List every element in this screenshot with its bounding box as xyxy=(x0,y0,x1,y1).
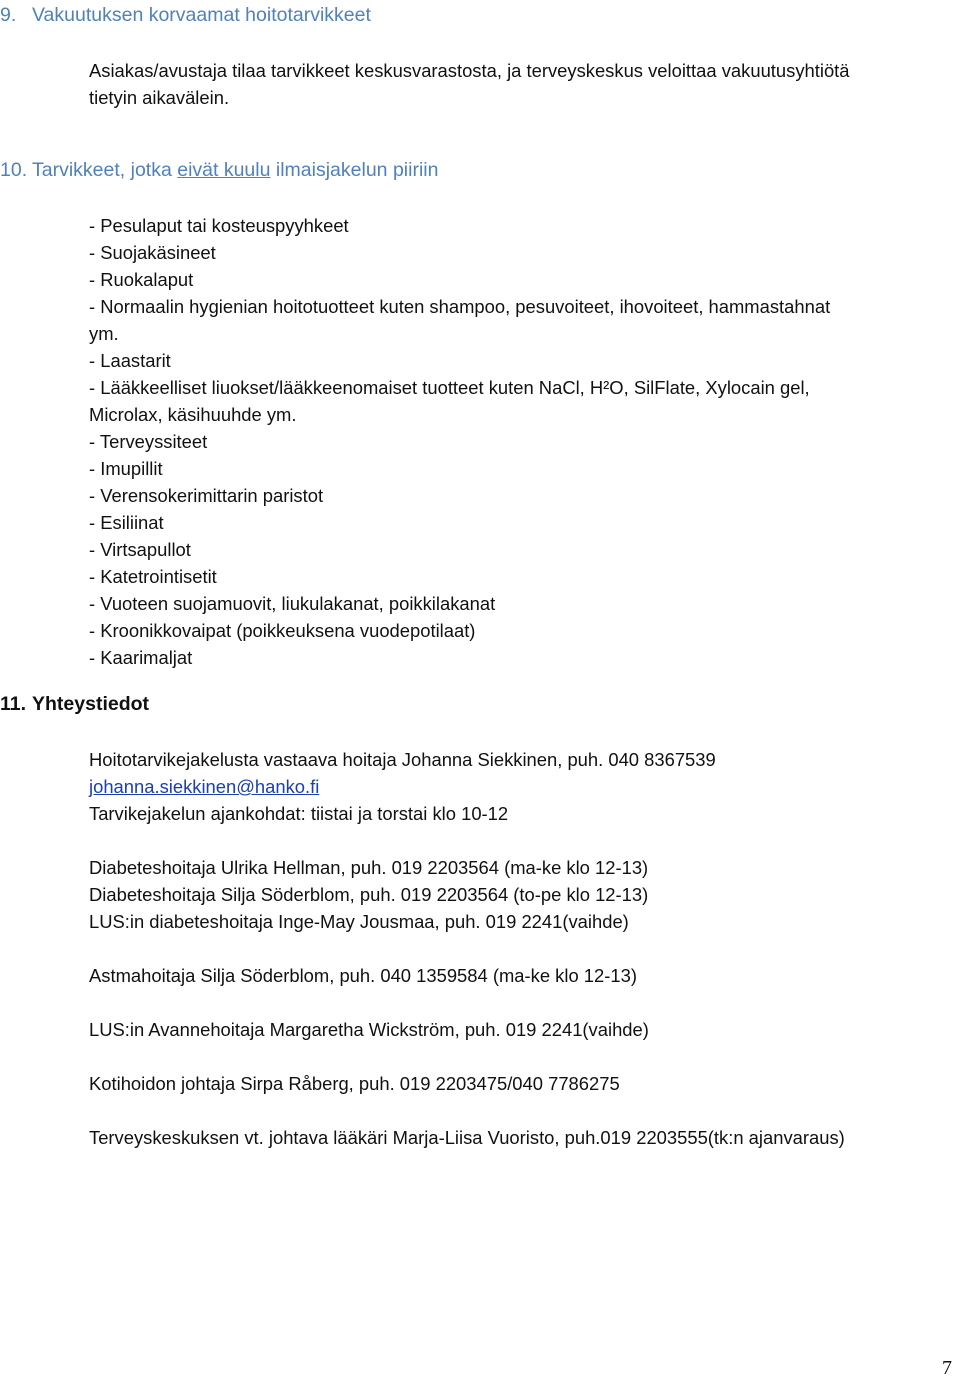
section-11-title: Yhteystiedot xyxy=(32,693,150,715)
list-item: - Lääkkeelliset liuokset/lääkkeenomaiset tuotteet kuten NaCl, H²O, SilFlate, Xylocain gel, xyxy=(89,377,810,398)
contact-line: Hoitotarvikejakelusta vastaava hoitaja Johanna Siekkinen, puh. 040 8367539 xyxy=(89,749,716,770)
section-11-contacts xyxy=(89,746,949,827)
list-item: - Ruokalaput xyxy=(89,269,194,290)
list-item: - Imupillit xyxy=(89,458,163,479)
section-10-list xyxy=(89,212,949,671)
list-item: - Kroonikkovaipat (poikkeuksena vuodepotilaat) xyxy=(89,620,476,641)
contact-line: Diabeteshoitaja Ulrika Hellman, puh. 019 2203564 (ma-ke klo 12-13) xyxy=(89,857,649,878)
contact-line: Diabeteshoitaja Silja Söderblom, puh. 019 2203564 (to-pe klo 12-13) xyxy=(89,884,649,905)
list-item: - Normaalin hygienian hoitotuotteet kuten shampoo, pesuvoiteet, ihovoiteet, hammastahnat xyxy=(89,296,831,317)
section-9-heading xyxy=(0,2,371,29)
contact-line: LUS:in diabeteshoitaja Inge-May Jousmaa, puh. 019 2241(vaihde) xyxy=(89,911,629,932)
email-link[interactable]: johanna.siekkinen@hanko.fi xyxy=(89,776,320,797)
doctor-contact xyxy=(89,1124,949,1151)
list-item: ym. xyxy=(89,323,119,344)
list-item: - Virtsapullot xyxy=(89,539,191,560)
contact-line: LUS:in Avannehoitaja Margaretha Wickström, puh. 019 2241(vaihde) xyxy=(89,1019,649,1040)
section-10-title-end: ilmaisjakelun piiriin xyxy=(275,159,439,181)
section-9-number: 9. xyxy=(0,4,17,26)
list-item: - Esiliinat xyxy=(89,512,164,533)
section-10-heading xyxy=(0,157,438,184)
list-item: - Suojakäsineet xyxy=(89,242,216,263)
list-item: - Katetrointisetit xyxy=(89,566,217,587)
list-item: - Laastarit xyxy=(89,350,171,371)
list-item: - Vuoteen suojamuovit, liukulakanat, poikkilakanat xyxy=(89,593,496,614)
section-10-title-start: Tarvikkeet, jotka xyxy=(32,159,172,181)
section-9-title: Vakuutuksen korvaamat hoitotarvikkeet xyxy=(32,4,371,26)
section-10-number: 10. xyxy=(0,159,28,181)
schedule-line: Tarvikejakelun ajankohdat: tiistai ja torstai klo 10-12 xyxy=(89,803,509,824)
contact-line: Kotihoidon johtaja Sirpa Råberg, puh. 019 2203475/040 7786275 xyxy=(89,1073,620,1094)
section-9-body-line: Asiakas/avustaja tilaa tarvikkeet keskusvarastosta, ja terveyskeskus veloittaa vakuutusyhtiötä xyxy=(89,60,850,81)
section-9-body-line: tietyin aikavälein. xyxy=(89,87,230,108)
section-11-number: 11. xyxy=(0,693,27,715)
list-item: - Pesulaput tai kosteuspyyhkeet xyxy=(89,215,349,236)
ward-contact xyxy=(89,1016,949,1043)
list-item: Microlax, käsihuuhde ym. xyxy=(89,404,297,425)
home-care-contact xyxy=(89,1070,949,1097)
asthma-contact xyxy=(89,962,949,989)
list-item: - Terveyssiteet xyxy=(89,431,208,452)
section-9-body xyxy=(89,57,949,111)
contact-line: Terveyskeskuksen vt. johtava lääkäri Marja-Liisa Vuoristo, puh.019 2203555(tk:n ajanvaraus) xyxy=(89,1127,845,1148)
page-number: 7 xyxy=(942,1357,952,1379)
section-10-title-underlined: eivät kuulu xyxy=(177,159,271,181)
diabetes-contacts xyxy=(89,854,949,935)
contact-line: Astmahoitaja Silja Söderblom, puh. 040 1359584 (ma-ke klo 12-13) xyxy=(89,965,637,986)
section-11-heading xyxy=(0,691,149,718)
list-item: - Kaarimaljat xyxy=(89,647,193,668)
list-item: - Verensokerimittarin paristot xyxy=(89,485,324,506)
